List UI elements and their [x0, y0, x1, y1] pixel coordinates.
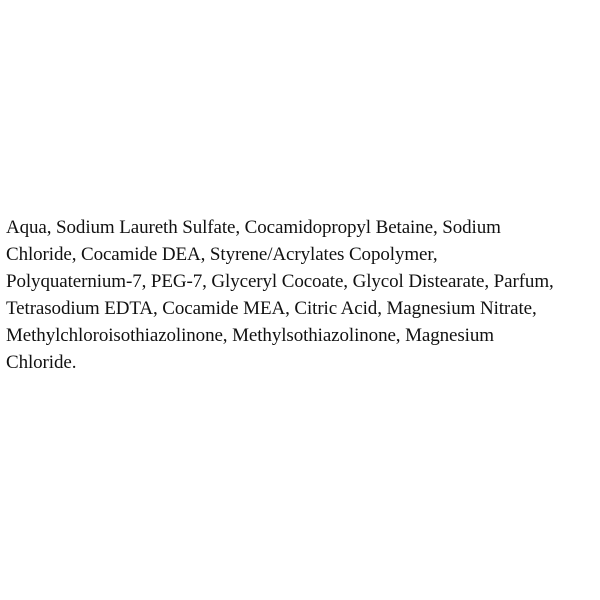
ingredients-text	[6, 214, 598, 376]
ingredients-line-1: Aqua, Sodium Laureth Sulfate, Cocamidopropyl Betaine, Sodium	[6, 217, 501, 238]
ingredients-line-4: Tetrasodium EDTA, Cocamide MEA, Citric Acid, Magnesium Nitrate,	[6, 298, 537, 319]
ingredients-line-5: Methylchloroisothiazolinone, Methylsothiazolinone, Magnesium	[6, 325, 494, 346]
ingredients-line-2: Chloride, Cocamide DEA, Styrene/Acrylates Copolymer,	[6, 244, 438, 265]
ingredients-line-6: Chloride.	[6, 352, 77, 373]
ingredients-line-3: Polyquaternium-7, PEG-7, Glyceryl Cocoate, Glycol Distearate, Parfum,	[6, 271, 554, 292]
